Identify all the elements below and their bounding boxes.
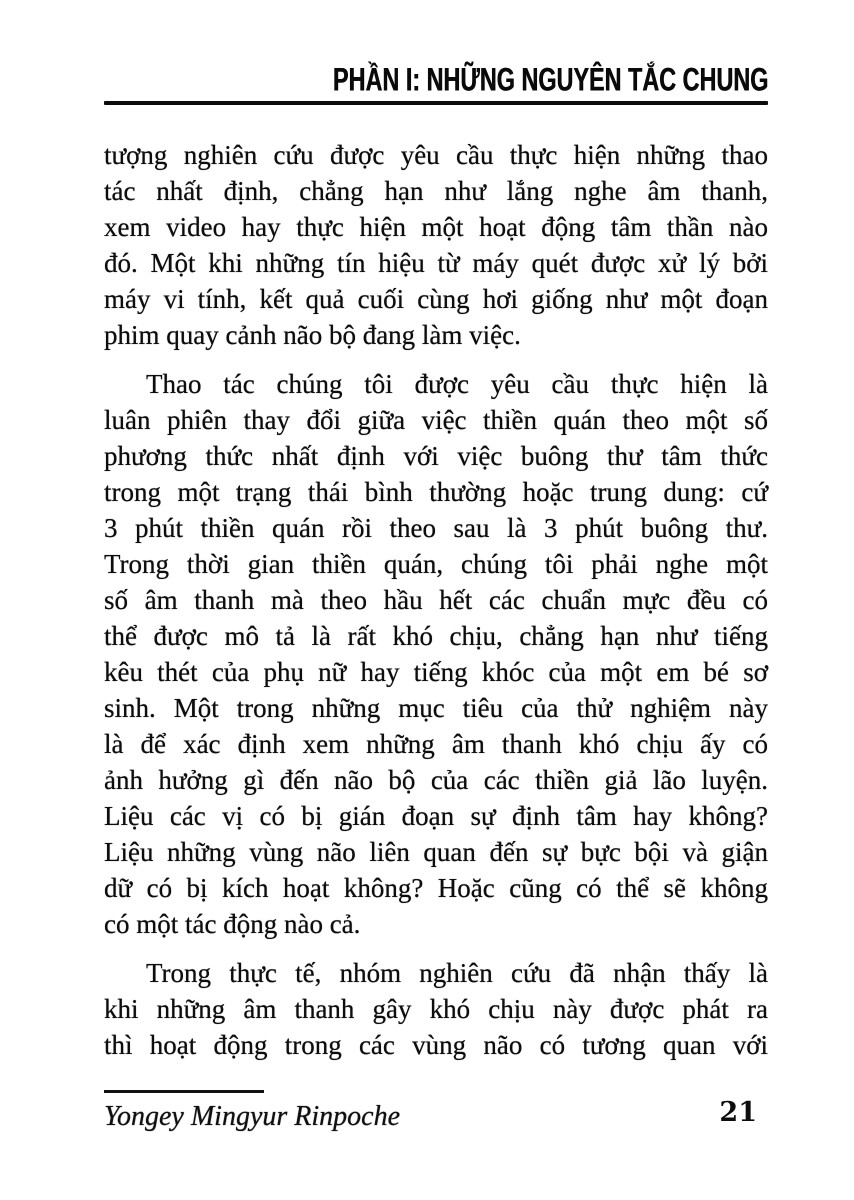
footer-rule [104, 1090, 264, 1093]
text-line: là để xác định xem những âm thanh khó chịu ấy có [104, 729, 768, 759]
author-name: Yongey Mingyur Rinpoche [104, 1101, 401, 1132]
page-number: 21 [719, 1097, 757, 1128]
text-line: ảnh hưởng gì đến não bộ của các thiền giả lão luyện. [104, 765, 768, 795]
text-line: sinh. Một trong những mục tiêu của thử nghiệm này [104, 693, 768, 723]
body-text [104, 137, 768, 1063]
text-line: Trong thực tế, nhóm nghiên cứu đã nhận thấy là [146, 958, 768, 988]
paragraph [104, 137, 768, 353]
text-line: Liệu những vùng não liên quan đến sự bực bội và giận [104, 837, 768, 867]
text-line: tượng nghiên cứu được yêu cầu thực hiện những thao [104, 140, 768, 170]
text-line: khi những âm thanh gây khó chịu này được phát ra [104, 994, 768, 1024]
text-line: xem video hay thực hiện một hoạt động tâm thần nào [104, 212, 768, 242]
text-line: kêu thét của phụ nữ hay tiếng khóc của một em bé sơ [104, 657, 768, 687]
text-line: Liệu các vị có bị gián đoạn sự định tâm hay không? [104, 801, 768, 831]
text-line: dữ có bị kích hoạt không? Hoặc cũng có thể sẽ không [104, 873, 768, 903]
text-line: phim quay cảnh não bộ đang làm việc. [104, 320, 521, 350]
text-line: Trong thời gian thiền quán, chúng tôi phải nghe một [104, 549, 768, 579]
paragraph [104, 366, 768, 942]
chapter-header-title: PHẦN I: NHỮNG NGUYÊN TẮC CHUNG [332, 62, 768, 99]
text-line: trong một trạng thái bình thường hoặc trung dung: cứ [104, 477, 768, 507]
text-line: thể được mô tả là rất khó chịu, chẳng hạn như tiếng [104, 621, 768, 651]
text-line: 3 phút thiền quán rồi theo sau là 3 phút buông thư. [104, 513, 768, 543]
text-line: số âm thanh mà theo hầu hết các chuẩn mực đều có [104, 585, 768, 615]
text-line: có một tác động nào cả. [104, 909, 361, 939]
text-line: thì hoạt động trong các vùng não có tương quan với [104, 1030, 768, 1060]
text-line: phương thức nhất định với việc buông thư tâm thức [104, 441, 768, 471]
text-line: đó. Một khi những tín hiệu từ máy quét được xử lý bởi [104, 248, 768, 278]
text-line: Thao tác chúng tôi được yêu cầu thực hiện là [146, 369, 768, 399]
text-line: luân phiên thay đổi giữa việc thiền quán theo một số [104, 405, 768, 435]
header-rule [104, 101, 768, 105]
paragraph [104, 955, 768, 1063]
text-line: tác nhất định, chẳng hạn như lắng nghe âm thanh, [104, 176, 768, 206]
text-line: máy vi tính, kết quả cuối cùng hơi giống như một đoạn [104, 284, 768, 314]
